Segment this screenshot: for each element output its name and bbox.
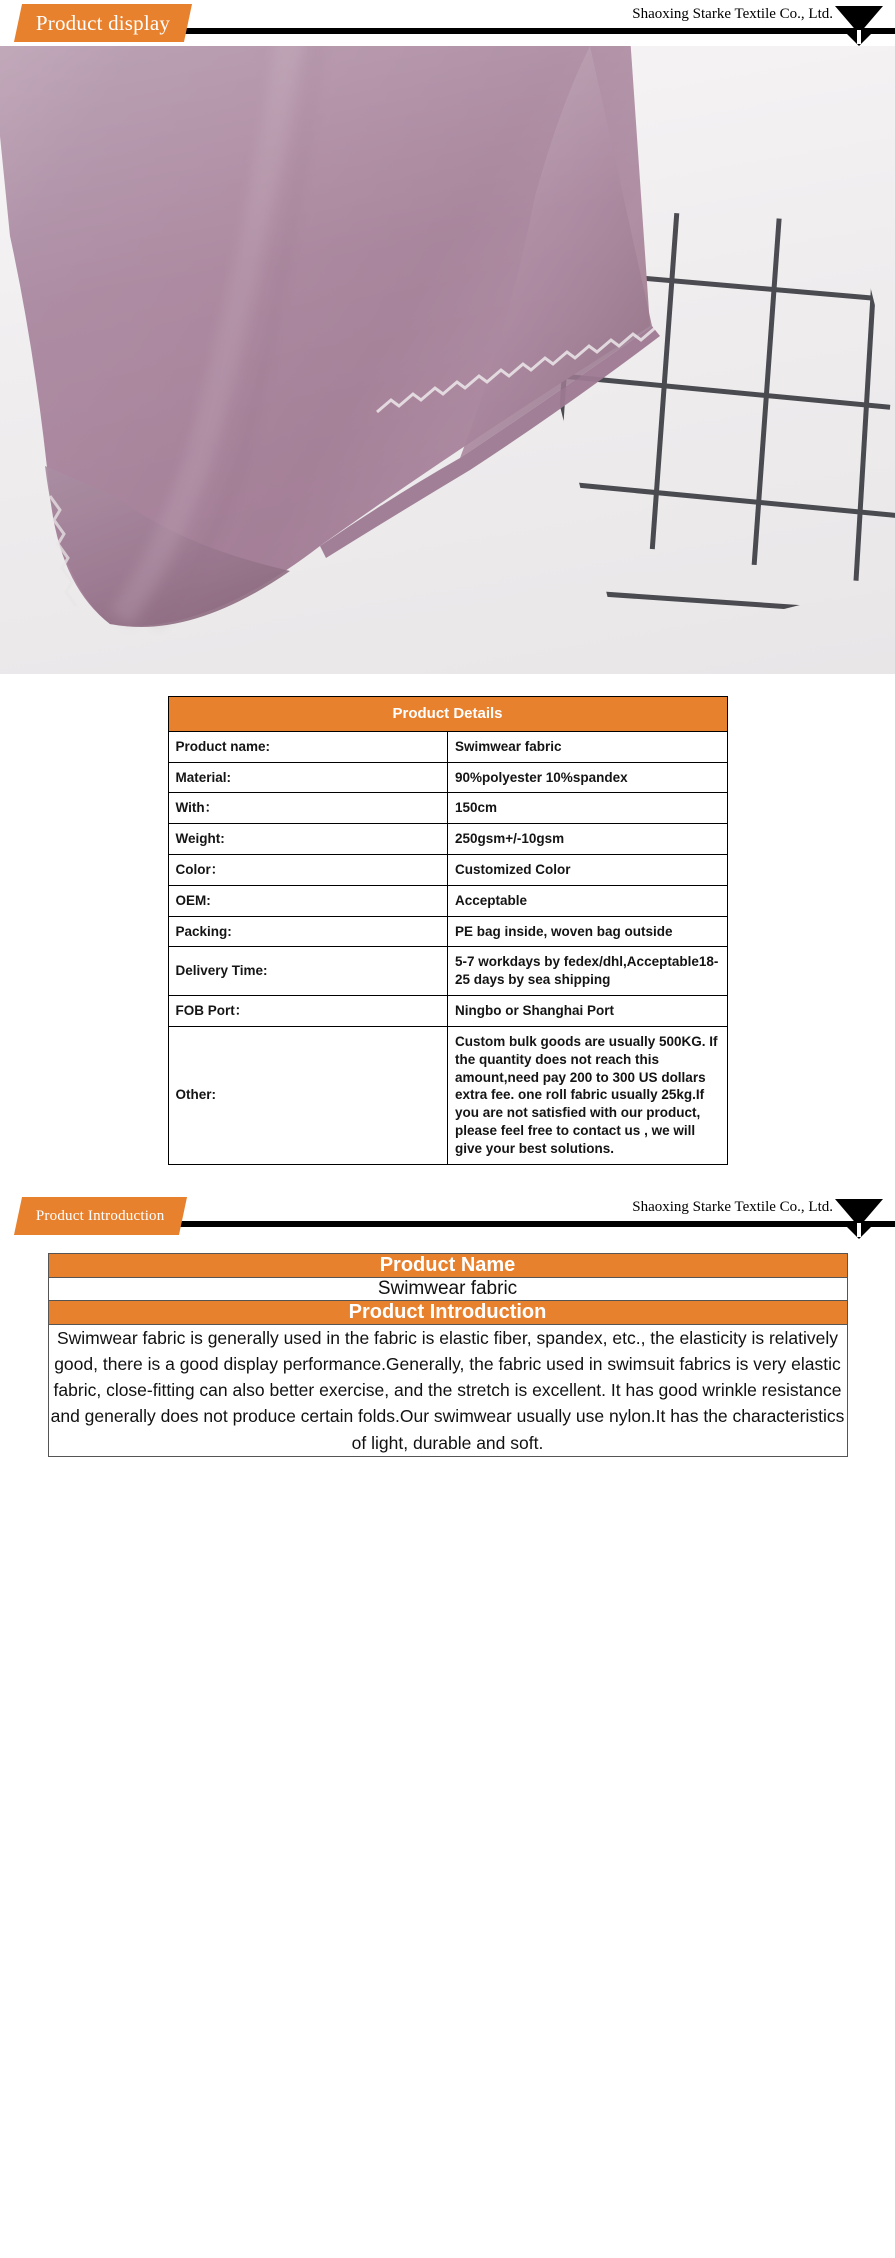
intro-name-value-row — [48, 1277, 847, 1300]
row-value: 250gsm+/-10gsm — [448, 824, 728, 855]
product-introduction-table — [48, 1253, 848, 1457]
row-value: 5-7 workdays by fedex/dhl,Acceptable18-25 days by sea shipping — [448, 947, 728, 996]
intro-body-row — [48, 1324, 847, 1456]
section-tag-product-display — [14, 4, 192, 42]
triangle-down-logo-icon — [833, 1197, 885, 1239]
table-row — [168, 947, 727, 996]
section-tag-label: Product Introduction — [36, 1207, 165, 1224]
row-key: FOB Port： — [168, 996, 448, 1027]
spacer — [0, 1165, 895, 1193]
table-row — [168, 1026, 727, 1164]
product-introduction-header: Product Introduction — [48, 1300, 847, 1324]
intro-header-row — [48, 1300, 847, 1324]
table-row — [168, 824, 727, 855]
product-name-value: Swimwear fabric — [48, 1277, 847, 1300]
row-key: Product name: — [168, 731, 448, 762]
table-header-row — [168, 697, 727, 732]
spacer — [0, 1239, 895, 1253]
section-tag-product-introduction — [14, 1197, 187, 1235]
product-details-table-wrap — [0, 696, 895, 1165]
row-key: Weight: — [168, 824, 448, 855]
table-row — [168, 916, 727, 947]
row-key: Material: — [168, 762, 448, 793]
product-name-header: Product Name — [48, 1253, 847, 1277]
table-row — [168, 731, 727, 762]
section-tag-label: Product display — [36, 10, 171, 35]
banner-rule — [150, 1221, 895, 1227]
product-details-header: Product Details — [168, 697, 727, 732]
banner-rule — [150, 28, 895, 34]
table-row — [168, 762, 727, 793]
row-value: Acceptable — [448, 885, 728, 916]
product-display-banner — [0, 0, 895, 46]
row-value: Swimwear fabric — [448, 731, 728, 762]
fabric-swatch-image — [0, 46, 690, 674]
company-name-introduction: Shaoxing Starke Textile Co., Ltd. — [632, 1198, 833, 1215]
row-key: With： — [168, 793, 448, 824]
product-introduction-text: Swimwear fabric is generally used in the fabric is elastic fiber, spandex, etc., the elasticity is relatively good, there is a good display performance.Generally, the fabric used in swimsuit fabrics is very elastic fabric, close-fitting can also better exercise, and the stretch is excellent. It has good wrinkle resistance and generally does not produce certain folds.Our swimwear usually use nylon.It has the characteristics of light, durable and soft. — [48, 1324, 847, 1456]
row-value: PE bag inside, woven bag outside — [448, 916, 728, 947]
row-key: Packing: — [168, 916, 448, 947]
row-key: Color： — [168, 855, 448, 886]
row-value: Custom bulk goods are usually 500KG. If the quantity does not reach this amount,need pay 200 to 300 US dollars extra fee. one roll fabric usually 25kg.If you are not satisfied with our product, please feel free to contact us , we will give your best solutions. — [448, 1026, 728, 1164]
triangle-down-logo-icon — [833, 4, 885, 46]
table-row — [168, 885, 727, 916]
table-row — [168, 793, 727, 824]
product-photo — [0, 46, 895, 674]
row-value: Customized Color — [448, 855, 728, 886]
product-introduction-banner — [0, 1193, 895, 1239]
table-row — [168, 855, 727, 886]
spacer — [0, 674, 895, 696]
table-row — [168, 996, 727, 1027]
row-value: 90%polyester 10%spandex — [448, 762, 728, 793]
row-key: OEM: — [168, 885, 448, 916]
row-value: 150cm — [448, 793, 728, 824]
row-key: Other: — [168, 1026, 448, 1164]
product-details-table — [168, 696, 728, 1165]
product-introduction-block-wrap — [0, 1253, 895, 1457]
row-value: Ningbo or Shanghai Port — [448, 996, 728, 1027]
row-key: Delivery Time: — [168, 947, 448, 996]
company-name-display: Shaoxing Starke Textile Co., Ltd. — [632, 6, 833, 22]
intro-name-header-row — [48, 1253, 847, 1277]
